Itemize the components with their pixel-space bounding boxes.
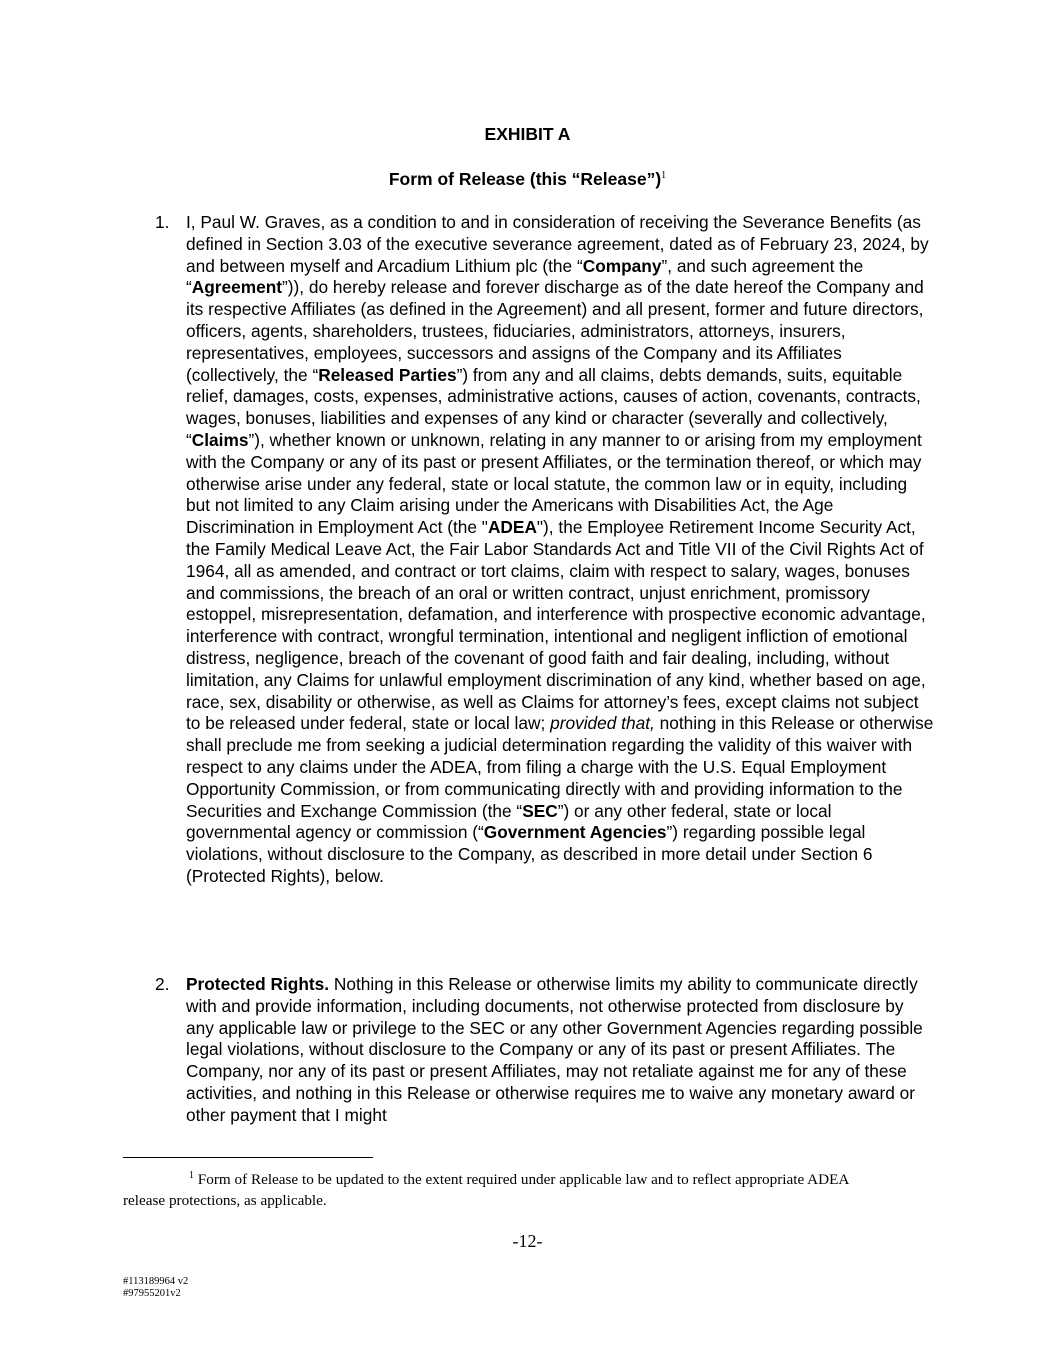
defined-term-claims: Claims [191,429,249,450]
footnote-text: Form of Release to be updated to the extent required under applicable law and to reflect appropriate ADEA release protections, as applicable. [123,1171,849,1209]
form-title [0,169,1055,190]
defined-term-sec: SEC [522,800,558,821]
section-2 [155,974,935,1127]
section-1-text: ”) or any other federal, state or local governmental agency or commission (“ [186,800,832,843]
section-2-text: Nothing in this Release or otherwise limits my ability to communicate directly with and provide information, including documents, not otherwise protected from disclosure by any applicable law or privilege to the SEC or any other Government Agencies regarding possible legal violations, without disclosure to the Company or any of its past or present Affiliates. The Company, nor any of its past or present Affiliates, may not retaliate against me for any of these activities, and nothing in this Release or otherwise requires me to waive any monetary award or other payment that I might [186,974,923,1125]
exhibit-heading: EXHIBIT A [484,124,571,144]
page-number: -12- [512,1231,543,1251]
defined-term-company: Company [582,255,662,276]
section-1-text: I, Paul W. Graves, as a condition to and in consideration of receiving the Severance Benefits (as defined in Section 3.03 of the executive severance agreement, dated as of February 23, 2024, by and between myself and Arcadium Lithium plc (the “ [186,212,929,276]
document-ids [123,1276,188,1299]
section-1 [155,212,935,888]
proviso-phrase: provided that, [550,713,655,734]
form-title-text: Form of Release (this “Release”) [388,169,662,189]
section-1-text: ”) from any and all claims, debts demands, suits, equitable relief, damages, costs, expenses, administrative actions, causes of action, covenants, contracts, wages, bonuses, liabilities and expenses of any kind or character (severally and collectively, “ [186,364,921,450]
document-id-2: #97955201v2 [123,1287,181,1299]
section-1-text: ”)), do hereby release and forever discharge as of the date hereof the Company and its respective Affiliates (as defined in the Agreement) and all present, former and future directors, officers, agents, shareholders, trustees, fiduciaries, administrators, attorneys, insurers, representatives, employees, successors and assigns of the Company and its Affiliates (collectively, the “ [186,277,924,385]
section-1-body [186,212,935,888]
section-1-number: 1. [155,212,170,232]
document-id-1: #113189964 v2 [123,1276,189,1287]
section-1-text: ”, and such agreement the “ [186,255,864,298]
footnote-reference: 1 [661,170,667,182]
defined-term-government-agencies: Government Agencies [483,822,667,843]
section-1-text: "), the Employee Retirement Income Security Act, the Family Medical Leave Act, the Fair Labor Standards Act and Title VII of the Civil Rights Act of 1964, all as amended, and contract or tort claims, claim with respect to salary, wages, bonuses and commissions, the breach of an oral or written contract, unjust enrichment, promissory estoppel, misrepresentation, defamation, and interference with prospective economic advantage, interference with contract, wrongful termination, intentional and negligent infliction of emotional distress, negligence, breach of the covenant of good faith and fair dealing, including, without limitation, any Claims for unlawful employment discrimination of any kind, whether based on age, race, sex, disability or otherwise, as well as Claims for attorney’s fees, except claims not subject to be released under federal, state or local law; [186,517,926,734]
defined-term-agreement: Agreement [191,277,283,298]
section-2-number: 2. [155,974,170,994]
section-2-body [186,974,935,1127]
footnote [123,1166,893,1211]
section-2-heading: Protected Rights. [186,974,330,994]
section-1-text: ”) regarding possible legal violations, without disclosure to the Company, as described in more detail under Section 6 (Protected Rights), below. [186,822,873,886]
defined-term-adea: ADEA [487,517,537,538]
section-1-text: nothing in this Release or otherwise shall preclude me from seeking a judicial determination regarding the validity of this waiver with respect to any claims under the ADEA, from filing a charge with the U.S. Equal Employment Opportunity Commission, or from communicating directly with and providing information to the Securities and Exchange Commission (the “ [186,713,934,821]
defined-term-released-parties: Released Parties [318,364,457,385]
footnote-divider [123,1157,373,1158]
footnote-marker: 1 [189,1170,194,1181]
section-1-text: ”), whether known or unknown, relating in any manner to or arising from my employment with the Company or any of its past or present Affiliates, or the termination thereof, or which may otherwise arise under any federal, state or local statute, the common law or in equity, including but not limited to any Claim arising under the Americans with Disabilities Act, the Age Discrimination in Employment Act (the " [186,429,922,538]
